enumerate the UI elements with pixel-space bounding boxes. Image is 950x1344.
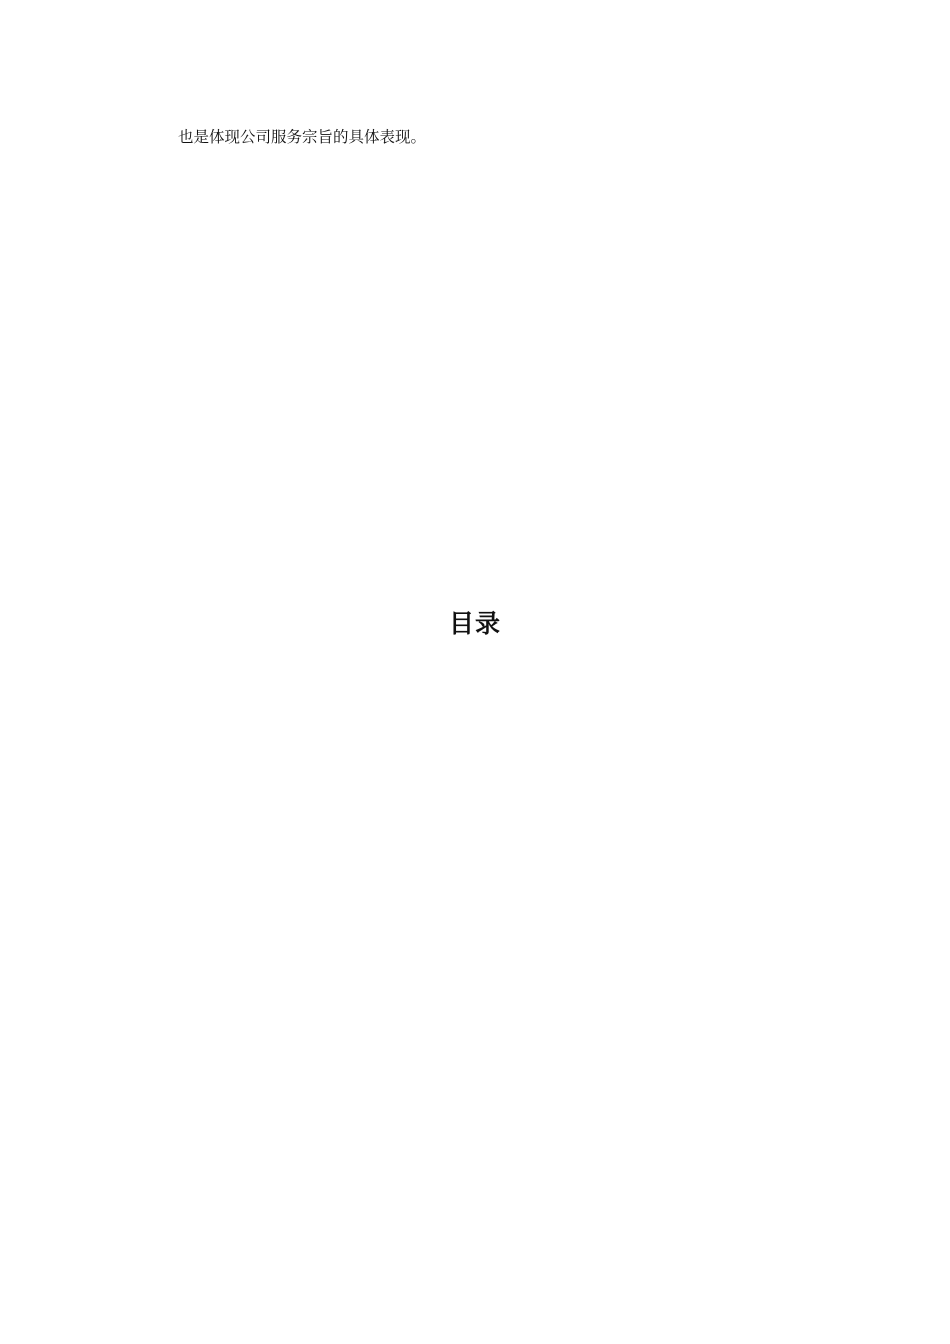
intro-paragraph: 也是体现公司服务宗旨的具体表现。 [178, 128, 427, 146]
toc-title: 目录 [448, 609, 501, 638]
